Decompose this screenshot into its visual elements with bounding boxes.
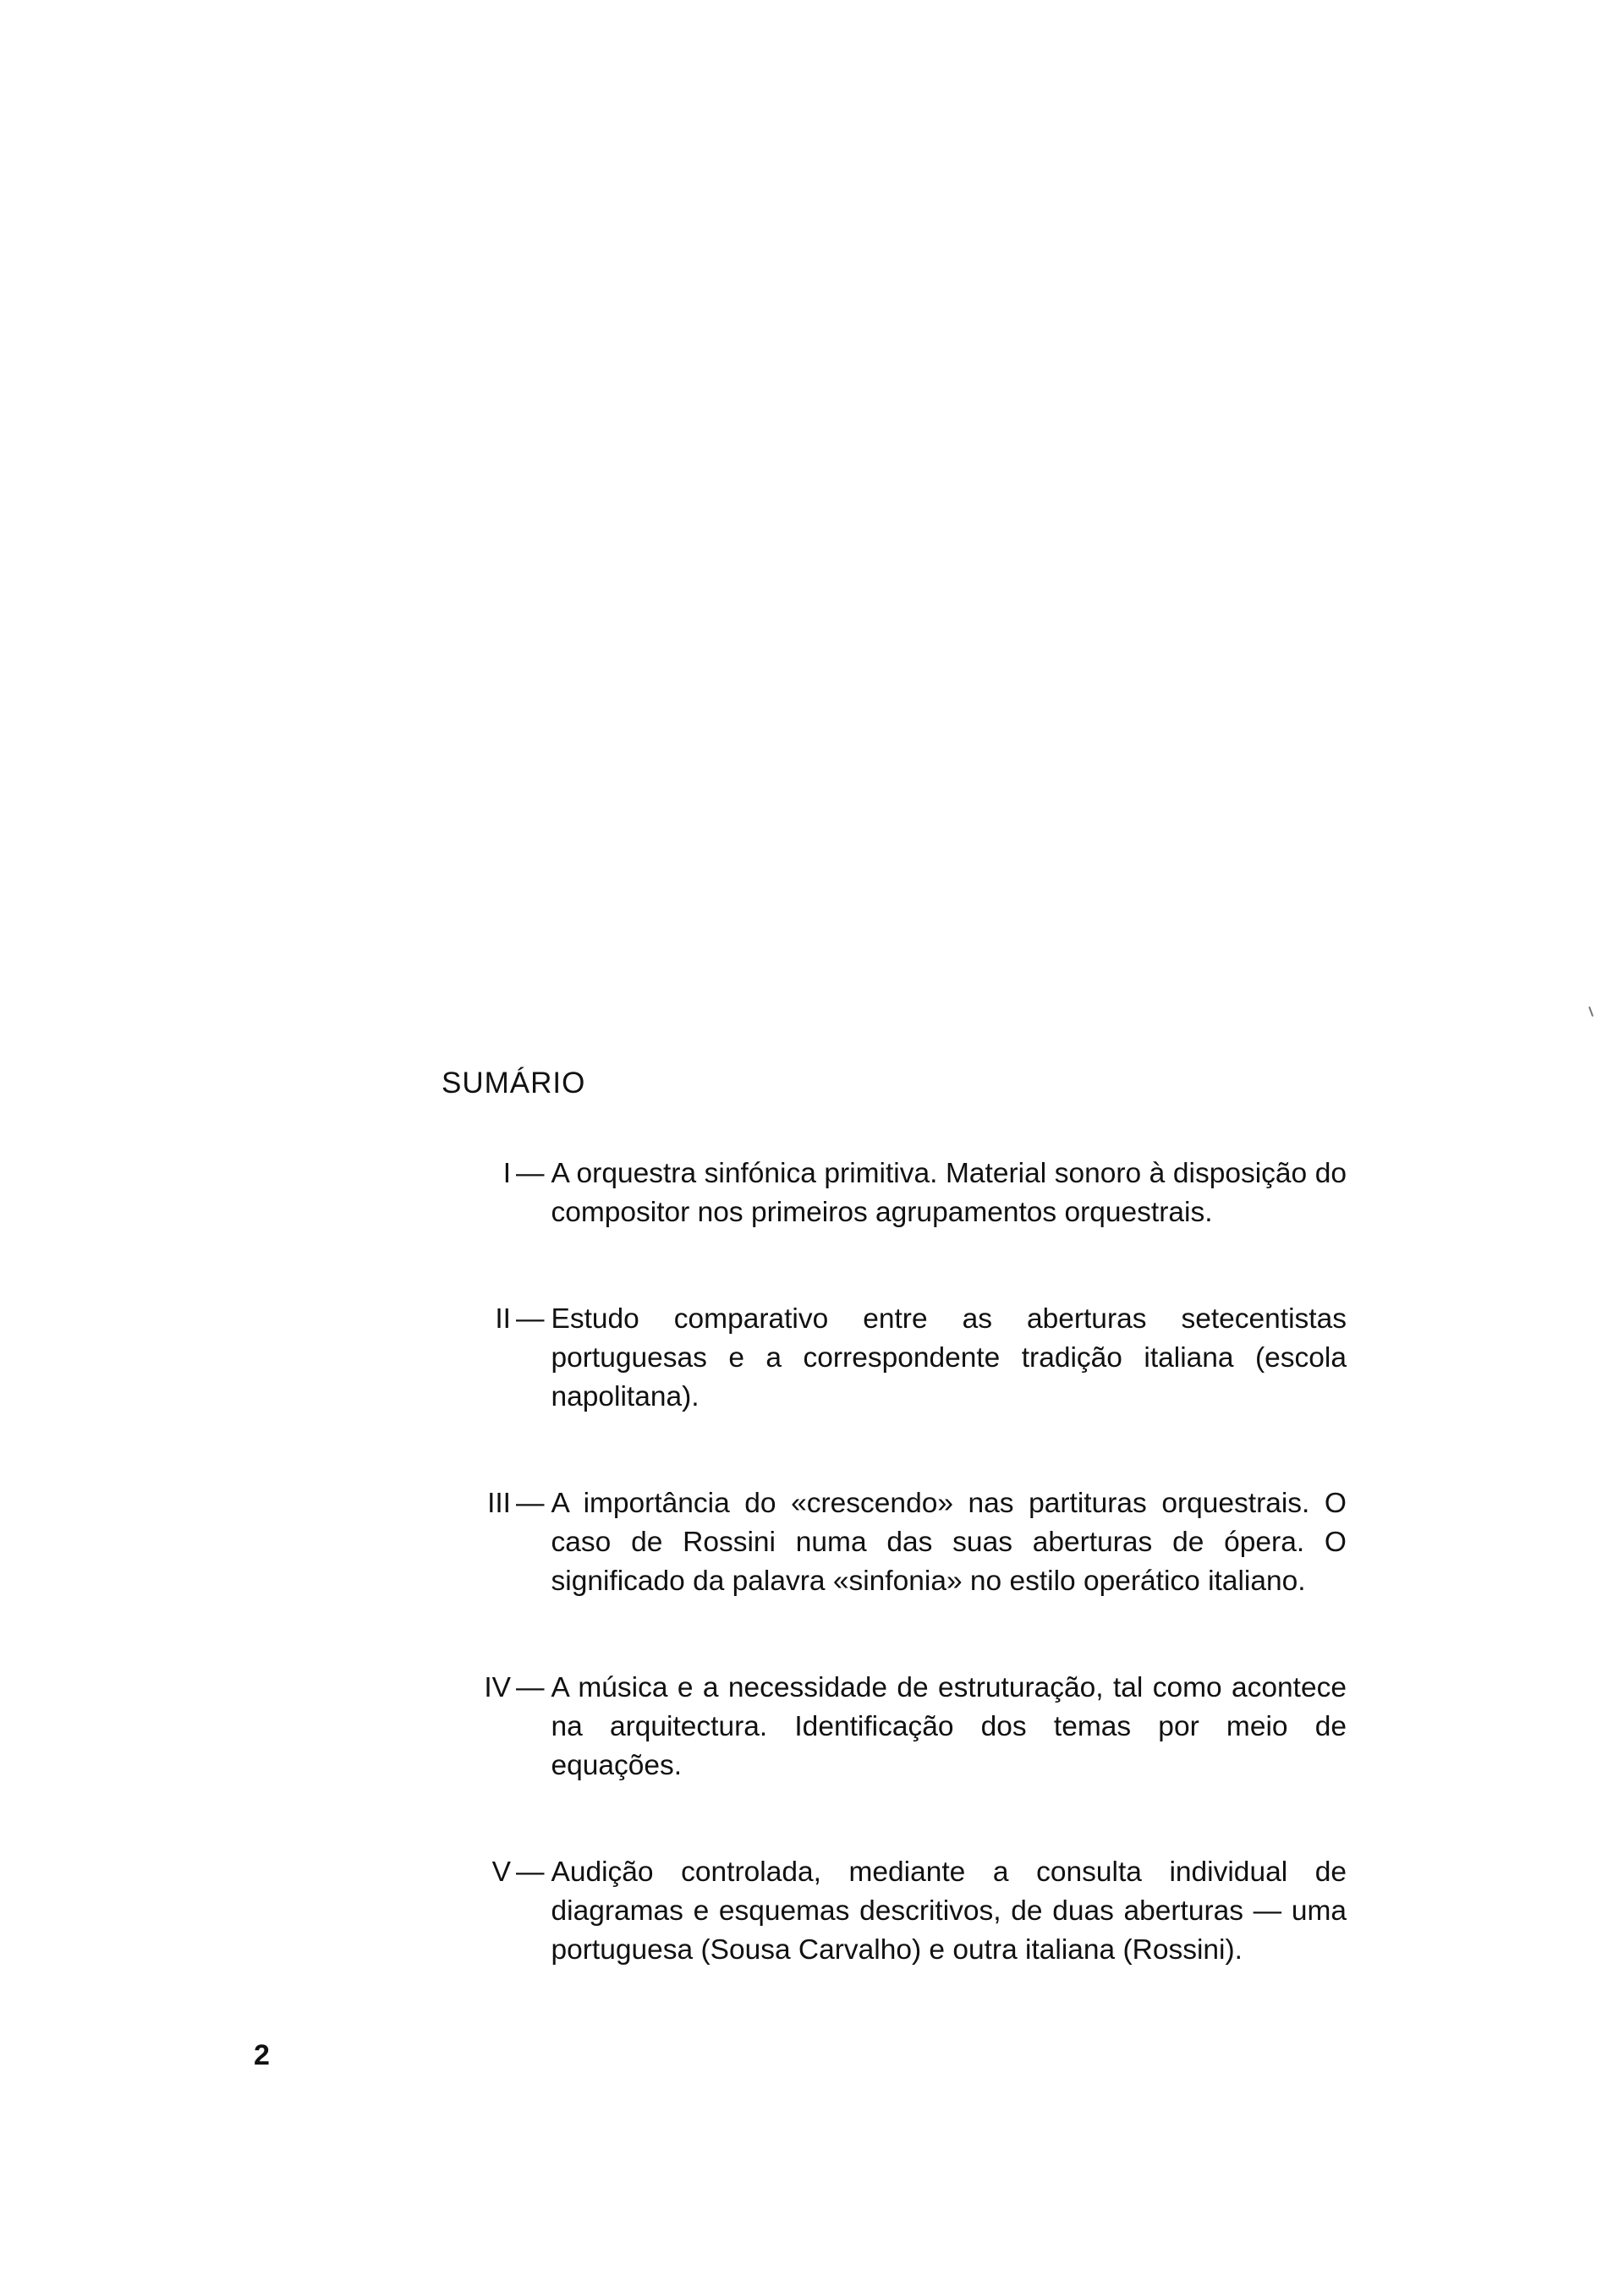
entry-text: A orquestra sinfónica primitiva. Material sonoro à disposição do compositor nos primeiros agrupamentos orquestrais. [551,1158,1347,1228]
entry-numeral: IV [484,1672,511,1703]
entry-dash: — [516,1672,545,1703]
entry-dash: — [516,1488,545,1519]
section-heading: SUMÁRIO [442,1067,586,1100]
toc-entry-1 [433,1154,1347,1232]
toc-entry-5 [433,1853,1347,1970]
table-of-contents [433,1154,1347,2037]
entry-numeral: V [491,1856,511,1888]
page-number: 2 [254,2039,270,2071]
entry-text: A importância do «crescendo» nas partituras orquestrais. O caso de Rossini numa das suas aberturas de ópera. O significado da palavra «sinfonia» no estilo operático italiano. [551,1488,1347,1597]
entry-numeral: II [495,1303,511,1335]
toc-entry-2 [433,1300,1347,1417]
entry-text: Estudo comparativo entre as aberturas setecentistas portuguesas e a correspondente tradição italiana (escola napolitana). [551,1303,1347,1412]
toc-entry-4 [433,1669,1347,1785]
entry-numeral: III [487,1488,511,1519]
entry-text: A música e a necessidade de estruturação, tal como acontece na arquitectura. Identificação dos temas por meio de equações. [551,1672,1347,1781]
toc-entry-3 [433,1484,1347,1601]
entry-dash: — [516,1303,545,1335]
entry-dash: — [516,1856,545,1888]
scan-mark [1588,1006,1594,1017]
entry-dash: — [516,1158,545,1189]
entry-text: Audição controlada, mediante a consulta individual de diagramas e esquemas descritivos, de duas aberturas — uma portuguesa (Sousa Carvalho) e outra italiana (Rossini). [551,1856,1347,1966]
entry-numeral: I [502,1158,511,1189]
